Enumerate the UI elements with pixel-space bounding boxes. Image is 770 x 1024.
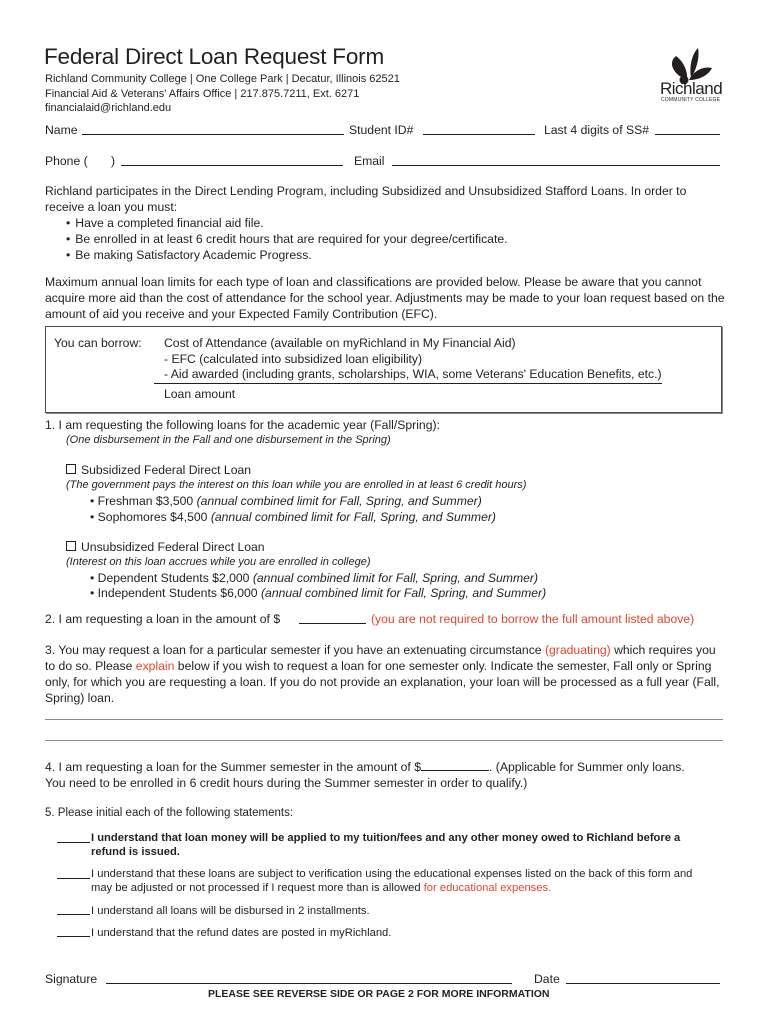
explanation-line-2[interactable] xyxy=(45,740,723,741)
logo-subtext: COMMUNITY COLLEGE xyxy=(661,97,721,103)
leaf-logo-icon xyxy=(660,44,730,84)
student-id-field[interactable] xyxy=(423,134,535,135)
office-contact: Financial Aid & Veterans' Affairs Office | 217.875.7211, Ext. 6271 xyxy=(45,88,360,100)
section-1-heading: 1. I am requesting the following loans for the academic year (Fall/Spring): xyxy=(45,418,440,432)
section-4-line-2: You need to be enrolled in 6 credit hours during the Summer semester in order to qualify.) xyxy=(45,776,528,790)
footer-notice: PLEASE SEE REVERSE SIDE OR PAGE 2 FOR MORE INFORMATION xyxy=(208,988,550,1000)
borrow-line-3: - Aid awarded (including grants, scholarships, WIA, some Veterans' Education Benefits, etc.) xyxy=(164,367,662,381)
summer-amount-field[interactable] xyxy=(421,760,489,771)
ssn-field[interactable] xyxy=(655,134,720,135)
subsidized-label: Subsidized Federal Direct Loan xyxy=(81,463,252,477)
college-address: Richland Community College | One College Park | Decatur, Illinois 62521 xyxy=(45,73,400,85)
list-item: • Have a completed financial aid file. xyxy=(66,215,716,231)
name-field[interactable] xyxy=(82,134,344,135)
unsubsidized-checkbox[interactable] xyxy=(66,541,76,551)
section-4-text: 4. I am requesting a loan for the Summer semester in the amount of $ . (Applicable for Summer only loans. xyxy=(45,760,685,774)
phone-label: Phone ( xyxy=(45,154,88,168)
date-label: Date xyxy=(534,972,560,986)
phone-paren-close: ) xyxy=(111,154,116,168)
borrow-line-2: - EFC (calculated into subsidized loan eligibility) xyxy=(164,352,423,366)
date-field[interactable] xyxy=(566,983,720,984)
list-item: • Independent Students $6,000 (annual combined limit for Fall, Spring, and Summer) xyxy=(90,586,547,600)
explanation-line-1[interactable] xyxy=(45,719,723,720)
richland-logo xyxy=(660,44,730,104)
signature-label: Signature xyxy=(45,972,98,986)
initial-field-3[interactable] xyxy=(57,914,90,915)
requirements-list xyxy=(66,215,716,263)
list-item: • Dependent Students $2,000 (annual combined limit for Fall, Spring, and Summer) xyxy=(90,571,539,585)
section-3-text: 3. You may request a loan for a particular semester if you have an extenuating circumstance (graduating) which requires you to do so. Please explain below if you wish to request a loan for one semester only. Indicate the semester, Fall only or Spring only, for which you are requesting a loan. If you do not provide an explanation, your loan will be processed as a full year (Fall, Spring) loan. xyxy=(45,643,720,705)
list-item: • Freshman $3,500 (annual combined limit for Fall, Spring, and Summer) xyxy=(90,494,482,508)
borrow-line-4: Loan amount xyxy=(164,387,236,401)
page-title: Federal Direct Loan Request Form xyxy=(44,44,384,69)
borrow-label: You can borrow: xyxy=(54,336,142,350)
name-label: Name xyxy=(45,123,78,137)
statement-4: I understand that the refund dates are posted in myRichland. xyxy=(91,927,392,939)
borrow-box xyxy=(45,326,722,413)
unsubsidized-note: (Interest on this loan accrues while you are enrolled in college) xyxy=(66,556,371,568)
list-item: • Sophomores $4,500 (annual combined limit for Fall, Spring, and Summer) xyxy=(90,510,496,524)
intro-paragraph: Richland participates in the Direct Lending Program, including Subsidized and Unsubsidized Stafford Loans. In order to receive a loan you must: xyxy=(45,184,687,214)
email-field[interactable] xyxy=(392,165,720,166)
section-5-heading: 5. Please initial each of the following statements: xyxy=(45,807,294,819)
limits-paragraph: Maximum annual loan limits for each type of loan and classifications are provided below. Please be aware that you cannot acquire more aid than the cost of attendance for the school year. Adjustments may be made to your loan request based on the amount of aid you receive and your Expected Family Contribution (EFC). xyxy=(45,275,725,321)
borrow-line-1: Cost of Attendance (available on myRichland in My Financial Aid) xyxy=(164,336,516,350)
initial-field-4[interactable] xyxy=(57,936,90,937)
list-item: • Be enrolled in at least 6 credit hours that are required for your degree/certificate. xyxy=(66,231,716,247)
phone-field[interactable] xyxy=(121,165,343,166)
office-email: financialaid@richland.edu xyxy=(45,102,172,114)
section-1-note: (One disbursement in the Fall and one disbursement in the Spring) xyxy=(66,434,391,446)
list-item: • Be making Satisfactory Academic Progress. xyxy=(66,247,716,263)
initial-field-1[interactable] xyxy=(57,842,90,843)
logo-text: Richland xyxy=(660,79,723,98)
section-2-note: (you are not required to borrow the full amount listed above) xyxy=(371,612,695,626)
loan-amount-field[interactable] xyxy=(299,623,366,624)
subsidized-option[interactable] xyxy=(66,462,251,478)
unsubsidized-option[interactable] xyxy=(66,539,265,555)
statement-1: I understand that loan money will be applied to my tuition/fees and any other money owed to Richland before a refund is issued. xyxy=(91,832,681,858)
statement-2: I understand that these loans are subject to verification using the educational expenses listed on the back of this form and may be adjusted or not processed if I request more than is allowed for educational expenses. xyxy=(91,868,693,894)
email-label: Email xyxy=(354,154,385,168)
signature-field[interactable] xyxy=(106,983,512,984)
student-id-label: Student ID# xyxy=(349,123,414,137)
subsidized-note: (The government pays the interest on this loan while you are enrolled in at least 6 credit hours) xyxy=(66,479,527,491)
borrow-divider xyxy=(154,383,662,384)
statement-3: I understand all loans will be disbursed in 2 installments. xyxy=(91,905,370,917)
unsubsidized-label: Unsubsidized Federal Direct Loan xyxy=(81,540,265,554)
subsidized-checkbox[interactable] xyxy=(66,464,76,474)
ssn-label: Last 4 digits of SS# xyxy=(544,123,650,137)
section-2-text: 2. I am requesting a loan in the amount of $ xyxy=(45,612,281,626)
initial-field-2[interactable] xyxy=(57,878,90,879)
